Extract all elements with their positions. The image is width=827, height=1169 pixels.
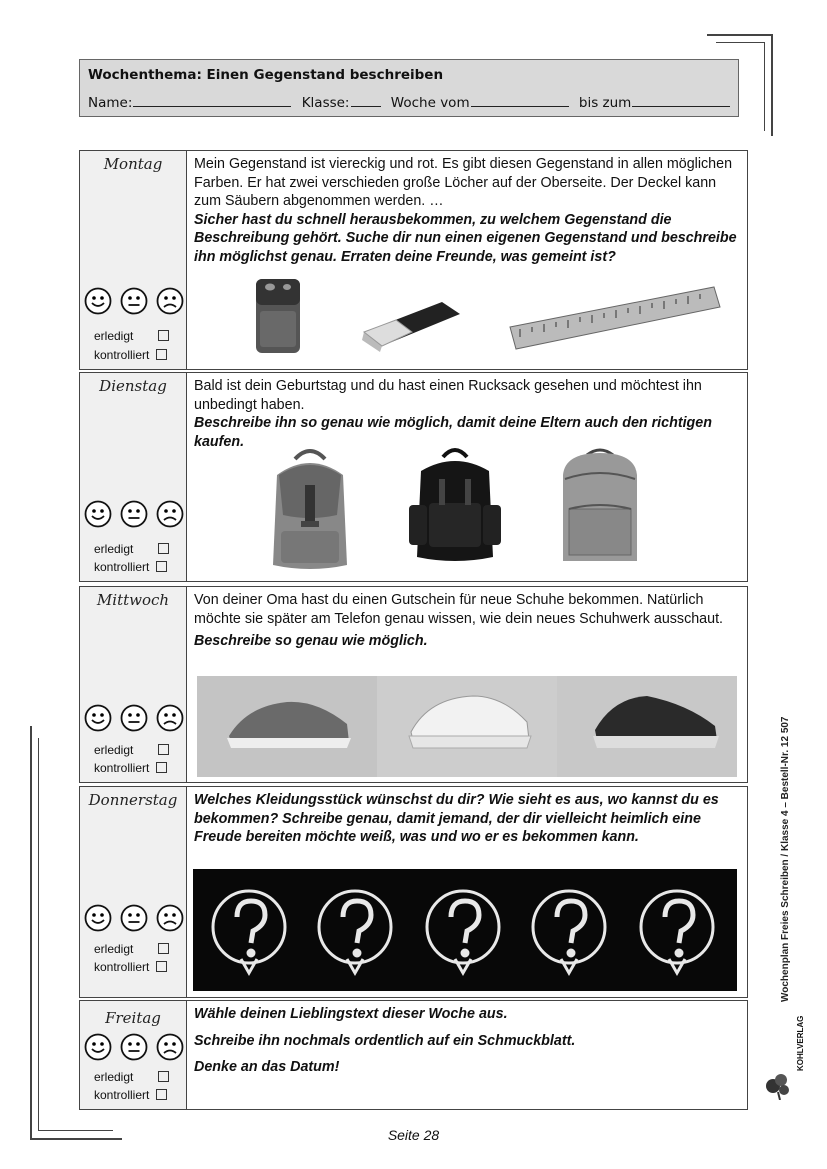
smiley-happy-icon[interactable] <box>84 500 112 528</box>
day-name: Freitag <box>105 1009 161 1027</box>
done-checkbox-line[interactable]: erledigt <box>94 542 169 556</box>
week-from-field[interactable] <box>471 94 569 107</box>
rating-smileys <box>84 287 184 315</box>
page-number: Seite 28 <box>387 1127 440 1143</box>
smiley-neutral-icon[interactable] <box>120 1033 148 1061</box>
rating-smileys <box>84 500 184 528</box>
until-field[interactable] <box>632 94 730 107</box>
checked-checkbox[interactable] <box>156 561 167 572</box>
done-checkbox[interactable] <box>158 543 169 554</box>
checked-checkbox-line[interactable]: kontrolliert <box>94 761 167 775</box>
side-order-info: Wochenplan Freies Schreiben / Klasse 4 – Bestell-Nr. 12 507 <box>780 716 791 1002</box>
sharpener-image <box>242 271 312 359</box>
rating-smileys <box>84 904 184 932</box>
smiley-sad-icon[interactable] <box>156 1033 184 1061</box>
day-content <box>194 155 739 266</box>
day-row-montag <box>79 150 748 370</box>
done-checkbox-line[interactable]: erledigt <box>94 743 169 757</box>
week-from-label: Woche vom <box>390 95 470 111</box>
done-checkbox[interactable] <box>158 1071 169 1082</box>
day-name: Montag <box>103 155 163 173</box>
day-content <box>194 1005 739 1077</box>
smiley-sad-icon[interactable] <box>156 287 184 315</box>
day-status-cell <box>80 787 187 997</box>
checked-checkbox-line[interactable]: kontrolliert <box>94 560 167 574</box>
checked-checkbox[interactable] <box>156 961 167 972</box>
smiley-sad-icon[interactable] <box>156 500 184 528</box>
smiley-neutral-icon[interactable] <box>120 500 148 528</box>
day-row-freitag <box>79 1000 748 1110</box>
checked-checkbox-line[interactable]: kontrolliert <box>94 1088 167 1102</box>
done-checkbox[interactable] <box>158 744 169 755</box>
day-row-donnerstag <box>79 786 748 998</box>
day-task: Beschreibe ihn so genau wie möglich, damit deine Eltern auch den richtigen kaufen. <box>194 415 712 450</box>
day-name: Mittwoch <box>96 591 170 609</box>
day-task: Beschreibe so genau wie möglich. <box>194 633 428 649</box>
day-task: Denke an das Datum! <box>194 1059 340 1075</box>
smiley-neutral-icon[interactable] <box>120 704 148 732</box>
smiley-happy-icon[interactable] <box>84 904 112 932</box>
day-content <box>194 591 739 651</box>
publisher-logo-icon <box>764 1022 794 1100</box>
day-status-cell <box>80 373 187 581</box>
done-checkbox-line[interactable]: erledigt <box>94 329 169 343</box>
smiley-neutral-icon[interactable] <box>120 904 148 932</box>
until-label: bis zum <box>578 95 632 111</box>
name-label: Name: <box>88 95 133 111</box>
ruler-image <box>508 283 722 355</box>
done-checkbox-line[interactable]: erledigt <box>94 1070 169 1084</box>
day-row-dienstag <box>79 372 748 582</box>
smiley-sad-icon[interactable] <box>156 704 184 732</box>
day-text: Bald ist dein Geburtstag und du hast einen Rucksack gesehen und möchtest ihn unbedingt haben. <box>194 378 702 413</box>
name-field[interactable] <box>133 94 291 107</box>
day-status-cell <box>80 151 187 369</box>
question-marks-image <box>193 869 737 991</box>
backpack-image-3 <box>555 445 645 567</box>
week-topic-title: Wochenthema: Einen Gegenstand beschreiben <box>88 67 444 83</box>
checked-checkbox[interactable] <box>156 762 167 773</box>
checked-checkbox[interactable] <box>156 1089 167 1100</box>
day-status-cell <box>80 1001 187 1109</box>
day-status-cell <box>80 587 187 782</box>
day-content <box>194 791 727 847</box>
shoes-image <box>197 676 737 777</box>
smiley-sad-icon[interactable] <box>156 904 184 932</box>
header-box <box>79 59 739 117</box>
checked-checkbox[interactable] <box>156 349 167 360</box>
day-task: Wähle deinen Lieblingstext dieser Woche aus. <box>194 1006 508 1022</box>
done-checkbox[interactable] <box>158 330 169 341</box>
smiley-neutral-icon[interactable] <box>120 287 148 315</box>
header-fields <box>88 94 736 111</box>
day-text: Von deiner Oma hast du einen Gutschein für neue Schuhe bekommen. Natürlich möchte sie später am Telefon genau wissen, wie dein neues Schuhwerk ausschaut. <box>194 592 724 627</box>
backpack-image-1 <box>265 445 355 575</box>
rating-smileys <box>84 704 184 732</box>
class-label: Klasse: <box>301 95 350 111</box>
backpack-image-2 <box>405 445 505 565</box>
class-field[interactable] <box>351 94 381 107</box>
day-task: Welches Kleidungsstück wünschst du dir? Wie sieht es aus, wo kannst du es bekommen? Schreibe genau, damit jemand, der dir vielleicht heimlich eine Freude bereiten möchte weiß, was und wo er es bekommen kann. <box>194 792 719 845</box>
smiley-happy-icon[interactable] <box>84 287 112 315</box>
publisher-name: KOHLVERLAG <box>796 1015 805 1071</box>
day-row-mittwoch <box>79 586 748 783</box>
smiley-happy-icon[interactable] <box>84 704 112 732</box>
day-name: Dienstag <box>99 377 167 395</box>
checked-checkbox-line[interactable]: kontrolliert <box>94 348 167 362</box>
done-checkbox[interactable] <box>158 943 169 954</box>
smiley-happy-icon[interactable] <box>84 1033 112 1061</box>
checked-checkbox-line[interactable]: kontrolliert <box>94 960 167 974</box>
day-task: Sicher hast du schnell herausbekommen, zu welchem Gegenstand die Beschreibung gehört. Suche dir nun einen eigenen Gegenstand und beschreibe ihn möglichst genau. Erraten deine Freunde, was gemeint ist? <box>194 211 737 265</box>
rating-smileys <box>84 1033 184 1061</box>
day-content <box>194 377 739 451</box>
day-name: Donnerstag <box>88 791 178 809</box>
day-text: Mein Gegenstand ist viereckig und rot. Es gibt diesen Gegenstand in allen möglichen Farben. Er hat zwei verschieden große Löcher auf der Oberseite. Der Deckel kann zum Säubern abgenommen werden. … <box>194 156 733 209</box>
day-task: Schreibe ihn nochmals ordentlich auf ein Schmuckblatt. <box>194 1032 576 1049</box>
done-checkbox-line[interactable]: erledigt <box>94 942 169 956</box>
eraser-image <box>356 294 466 356</box>
